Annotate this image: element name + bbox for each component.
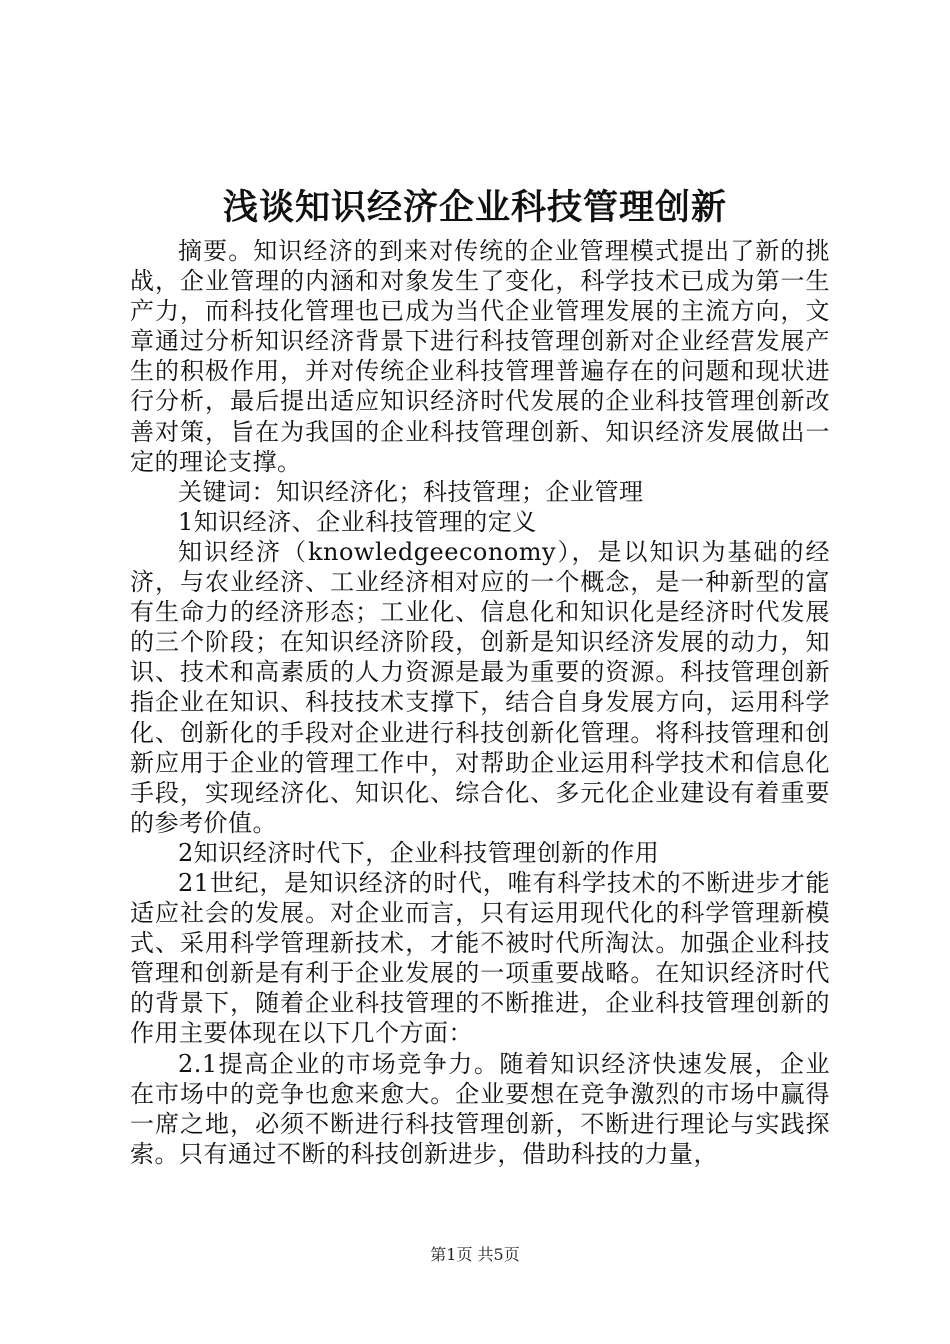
section-heading-1: 1知识经济、企业科技管理的定义 (178, 507, 537, 536)
body-paragraph: 知识经济（knowledgeeconomy），是以知识为基础的经济，与农业经济、工业经济相对应的一个概念，是一种新型的富有生命力的经济形态；工业化、信息化和知识化是经济时代发展的三个阶段；在知识经济阶段，创新是知识经济发展的动力，知识、技术和高素质的人力资源是最为重要的资源。科技管理创新指企业在知识、科技技术支撑下，结合自身发展方向，运用科学化、创新化的手段对企业进行科技创新化管理。将科技管理和创新应用于企业的管理工作中，对帮助企业运用科学技术和信息化手段，实现经济化、知识化、综合化、多元化企业建设有着重要的参考价值。 (130, 537, 830, 837)
subsection-paragraph: 2.1提高企业的市场竞争力。随着知识经济快速发展，企业在市场中的竞争也愈来愈大。企业要想在竞争激烈的市场中赢得一席之地，必须不断进行科技管理创新，不断进行理论与实践探索。只有通过不断的科技创新进步，借助科技的力量， (130, 1049, 830, 1168)
keywords-line: 关键词：知识经济化；科技管理；企业管理 (178, 477, 644, 506)
page-number-footer: 第1页 共5页 (430, 1245, 520, 1264)
body-paragraph: 21世纪，是知识经济的时代，唯有科学技术的不断进步才能适应社会的发展。对企业而言，只有运用现代化的科学管理新模式、采用科学管理新技术，才能不被时代所淘汰。加强企业科技管理和创新是有利于企业发展的一项重要战略。在知识经济时代的背景下，随着企业科技管理的不断推进，企业科技管理创新的作用主要体现在以下几个方面： (130, 868, 830, 1048)
section-heading-2: 2知识经济时代下，企业科技管理创新的作用 (178, 838, 660, 867)
document-title: 浅谈知识经济企业科技管理创新 (222, 187, 727, 228)
document-body (130, 236, 830, 1169)
abstract-paragraph: 摘要。知识经济的到来对传统的企业管理模式提出了新的挑战，企业管理的内涵和对象发生了变化，科学技术已成为第一生产力，而科技化管理也已成为当代企业管理发展的主流方向，文章通过分析知识经济背景下进行科技管理创新对企业经营发展产生的积极作用，并对传统企业科技管理普遍存在的问题和现状进行分析，最后提出适应知识经济时代发展的企业科技管理创新改善对策，旨在为我国的企业科技管理创新、知识经济发展做出一定的理论支撑。 (130, 237, 830, 476)
